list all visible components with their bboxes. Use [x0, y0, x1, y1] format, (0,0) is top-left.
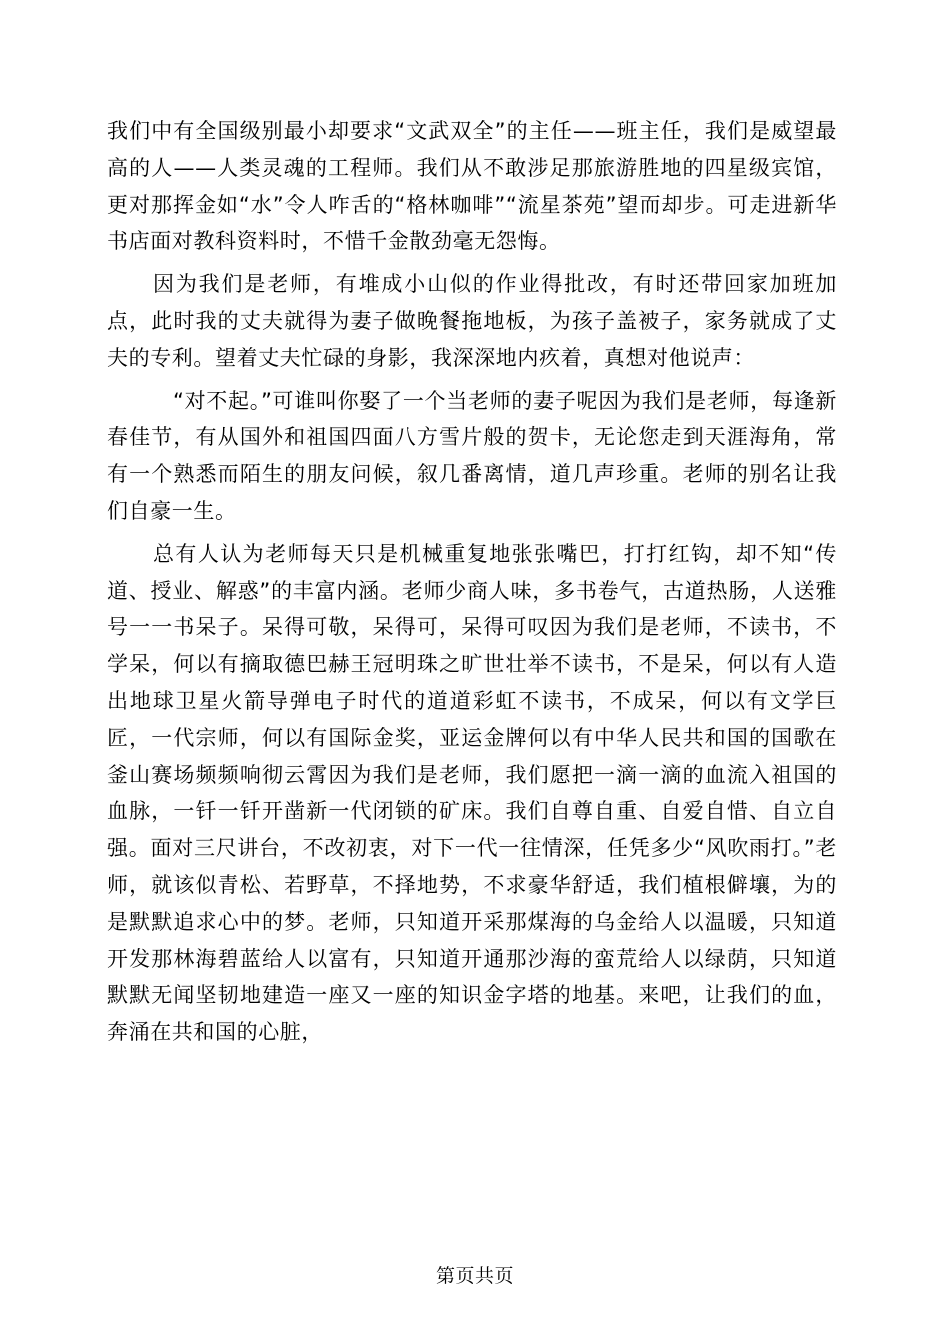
document-body [107, 113, 837, 1057]
page-footer: 第页共页 [435, 1265, 514, 1287]
paragraph-4: 总有人认为老师每天只是机械重复地张张嘴巴，打打红钩，却不知“传道、授业、解惑”的丰富内涵。老师少商人味，多书卷气，古道热肠，人送雅号一一书呆子。呆得可敬，呆得可，呆得可叹因为我们是老师，不读书，不学呆，何以有摘取德巴赫王冠明珠之旷世壮举不读书，不是呆，何以有人造出地球卫星火箭导弹电子时代的道道彩虹不读书，不成呆，何以有文学巨匠，一代宗师，何以有国际金奖，亚运金牌何以有中华人民共和国的国歌在釜山赛场频频响彻云霄因为我们是老师，我们愿把一滴一滴的血流入祖国的血脉，一钎一钎开凿新一代闭锁的矿床。我们自尊自重、自爱自惜、自立自强。面对三尺讲台，不改初衷，对下一代一往情深，任凭多少“风吹雨打。”老师，就该似青松、若野草，不择地势，不求豪华舒适，我们植根僻壤，为的是默默追求心中的梦。老师，只知道开采那煤海的乌金给人以温暖，只知道开发那林海碧蓝给人以富有，只知道开通那沙海的蛮荒给人以绿荫，只知道默默无闻坚韧地建造一座又一座的知识金字塔的地基。来吧，让我们的血，奔涌在共和国的心脏， [107, 541, 837, 1045]
paragraph-1: 我们中有全国级别最小却要求“文武双全”的主任——班主任，我们是威望最高的人——人类灵魂的工程师。我们从不敢涉足那旅游胜地的四星级宾馆，更对那挥金如“水”令人咋舌的“格林咖啡”“流星茶苑”望而却步。可走进新华书店面对教科资料时，不惜千金散劲毫无怨悔。 [107, 119, 837, 254]
paragraph-2: 因为我们是老师，有堆成小山似的作业得批改，有时还带回家加班加点，此时我的丈夫就得为妻子做晚餐拖地板，为孩子盖被子，家务就成了丈夫的专利。望着丈夫忙碌的身影，我深深地内疚着，真想对他说声： [107, 272, 837, 370]
paragraph-3: “对不起。”可谁叫你娶了一个当老师的妻子呢因为我们是老师，每逢新春佳节，有从国外和祖国四面八方雪片般的贺卡，无论您走到天涯海角，常有一个熟悉而陌生的朋友问候，叙几番离情，道几声珍重。老师的别名让我们自豪一生。 [107, 388, 837, 523]
